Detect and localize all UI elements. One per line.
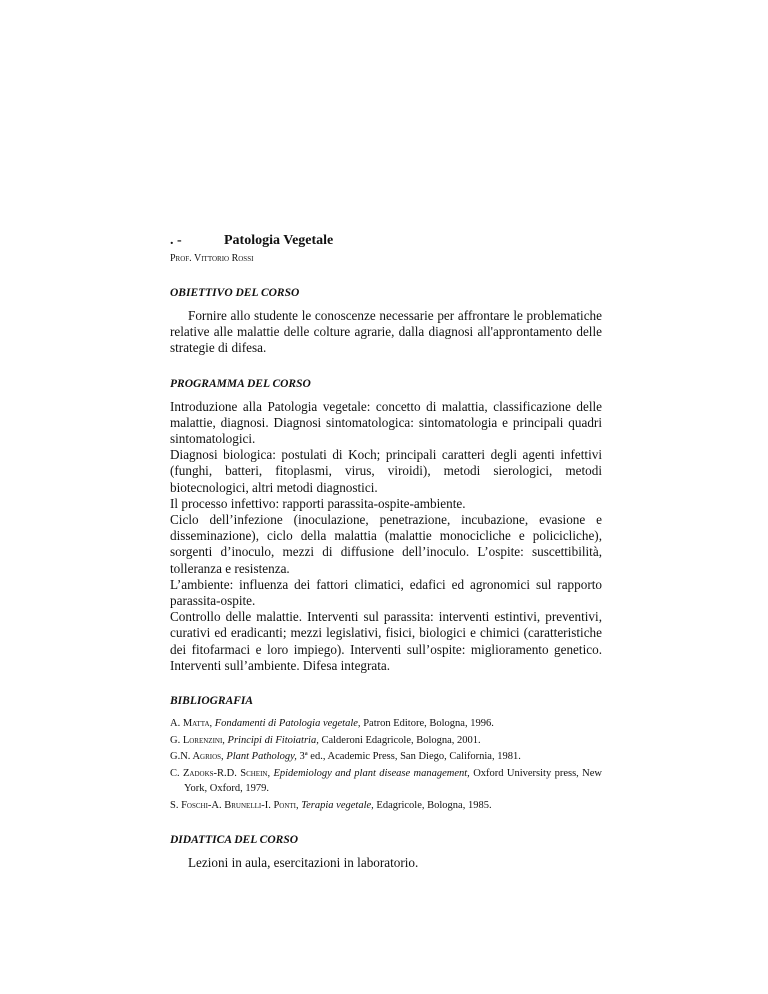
bibliography-item (170, 798, 602, 814)
program-paragraph: L’ambiente: influenza dei fattori climatici, edafici ed agronomici sul rapporto parassita-ospite. (170, 576, 602, 609)
professor-name: Prof. Vittorio Rossi (170, 253, 254, 264)
bibliography-item (170, 749, 602, 765)
bib-publisher: Oxford University press, New York, Oxford, 1979. (184, 767, 602, 795)
bib-author: G.N. Agrios, (170, 751, 224, 763)
bib-title: Epidemiology and plant disease management, (273, 767, 470, 779)
program-paragraph: Introduzione alla Patologia vegetale: concetto di malattia, classificazione delle malattie, diagnosi. Diagnosi sintomatologica: sintomatologia e principali quadri sintomatologici. (170, 398, 602, 447)
course-number: . - (170, 233, 182, 248)
bib-author: G. Lorenzini, (170, 734, 225, 746)
bibliography-item (170, 733, 602, 749)
course-title: Patologia Vegetale (224, 233, 334, 248)
bibliography-item (170, 716, 602, 732)
bib-author: S. Foschi-A. Brunelli-I. Ponti, (170, 799, 299, 811)
bib-title: Terapia vegetale, (301, 799, 374, 811)
program-paragraph: Il processo infettivo: rapporti parassita-ospite-ambiente. (170, 495, 466, 511)
course-heading (170, 232, 602, 250)
bib-publisher: Patron Editore, Bologna, 1996. (363, 718, 494, 730)
program-heading: PROGRAMMA DEL CORSO (170, 377, 311, 390)
bib-publisher: Calderoni Edagricole, Bologna, 2001. (321, 734, 481, 746)
program-body (170, 399, 602, 674)
bibliography-list (170, 716, 602, 813)
teaching-text: Lezioni in aula, esercitazioni in laboratorio. (188, 855, 419, 871)
bib-title: Fondamenti di Patologia vegetale, (214, 718, 361, 730)
bib-publisher: Edagricole, Bologna, 1985. (376, 799, 492, 811)
bib-title: Plant Pathology, (226, 751, 297, 763)
bib-publisher: 3ª ed., Academic Press, San Diego, California, 1981. (299, 751, 521, 763)
program-paragraph: Diagnosi biologica: postulati di Koch; principali caratteri degli agenti infettivi (funghi, batteri, fitoplasmi, virus, viroidi), metodi sierologici, metodi biotecnologici, altri metodi diagnostici. (170, 447, 602, 495)
bibliography-heading: BIBLIOGRAFIA (170, 695, 254, 708)
program-paragraph: Controllo delle malattie. Interventi sul parassita: interventi estintivi, preventivi, curativi ed eradicanti; mezzi legislativi, fisici, biologici e chimici (caratteristiche dei fitofarmaci e loro impiego). Interventi sull’ospite: miglioramento genetico. Interventi sull’ambiente. Difesa integrata. (170, 609, 602, 673)
course-sheet (170, 232, 602, 871)
bib-author: A. Matta, (170, 718, 213, 730)
bibliography-item (170, 766, 602, 797)
bib-author: C. Zadoks-R.D. Schein, (170, 767, 271, 779)
objective-text: Fornire allo studente le conoscenze necessarie per affrontare le problematiche relative alle malattie delle colture agrarie, dalla diagnosi all'approntamento delle strategie di difesa. (170, 308, 602, 356)
objective-heading: OBIETTIVO DEL CORSO (170, 287, 300, 299)
bib-title: Principi di Fitoiatria, (227, 734, 319, 746)
program-paragraph: Ciclo dell’infezione (inoculazione, penetrazione, incubazione, evasione e disseminazione), ciclo della malattia (malattie monocicliche e policicliche), sorgenti d’inoculo, mezzi di diffusione dell’inoculo. L’ospite: suscettibilità, tolleranza e resistenza. (170, 512, 602, 576)
teaching-heading: DIDATTICA DEL CORSO (170, 834, 299, 847)
